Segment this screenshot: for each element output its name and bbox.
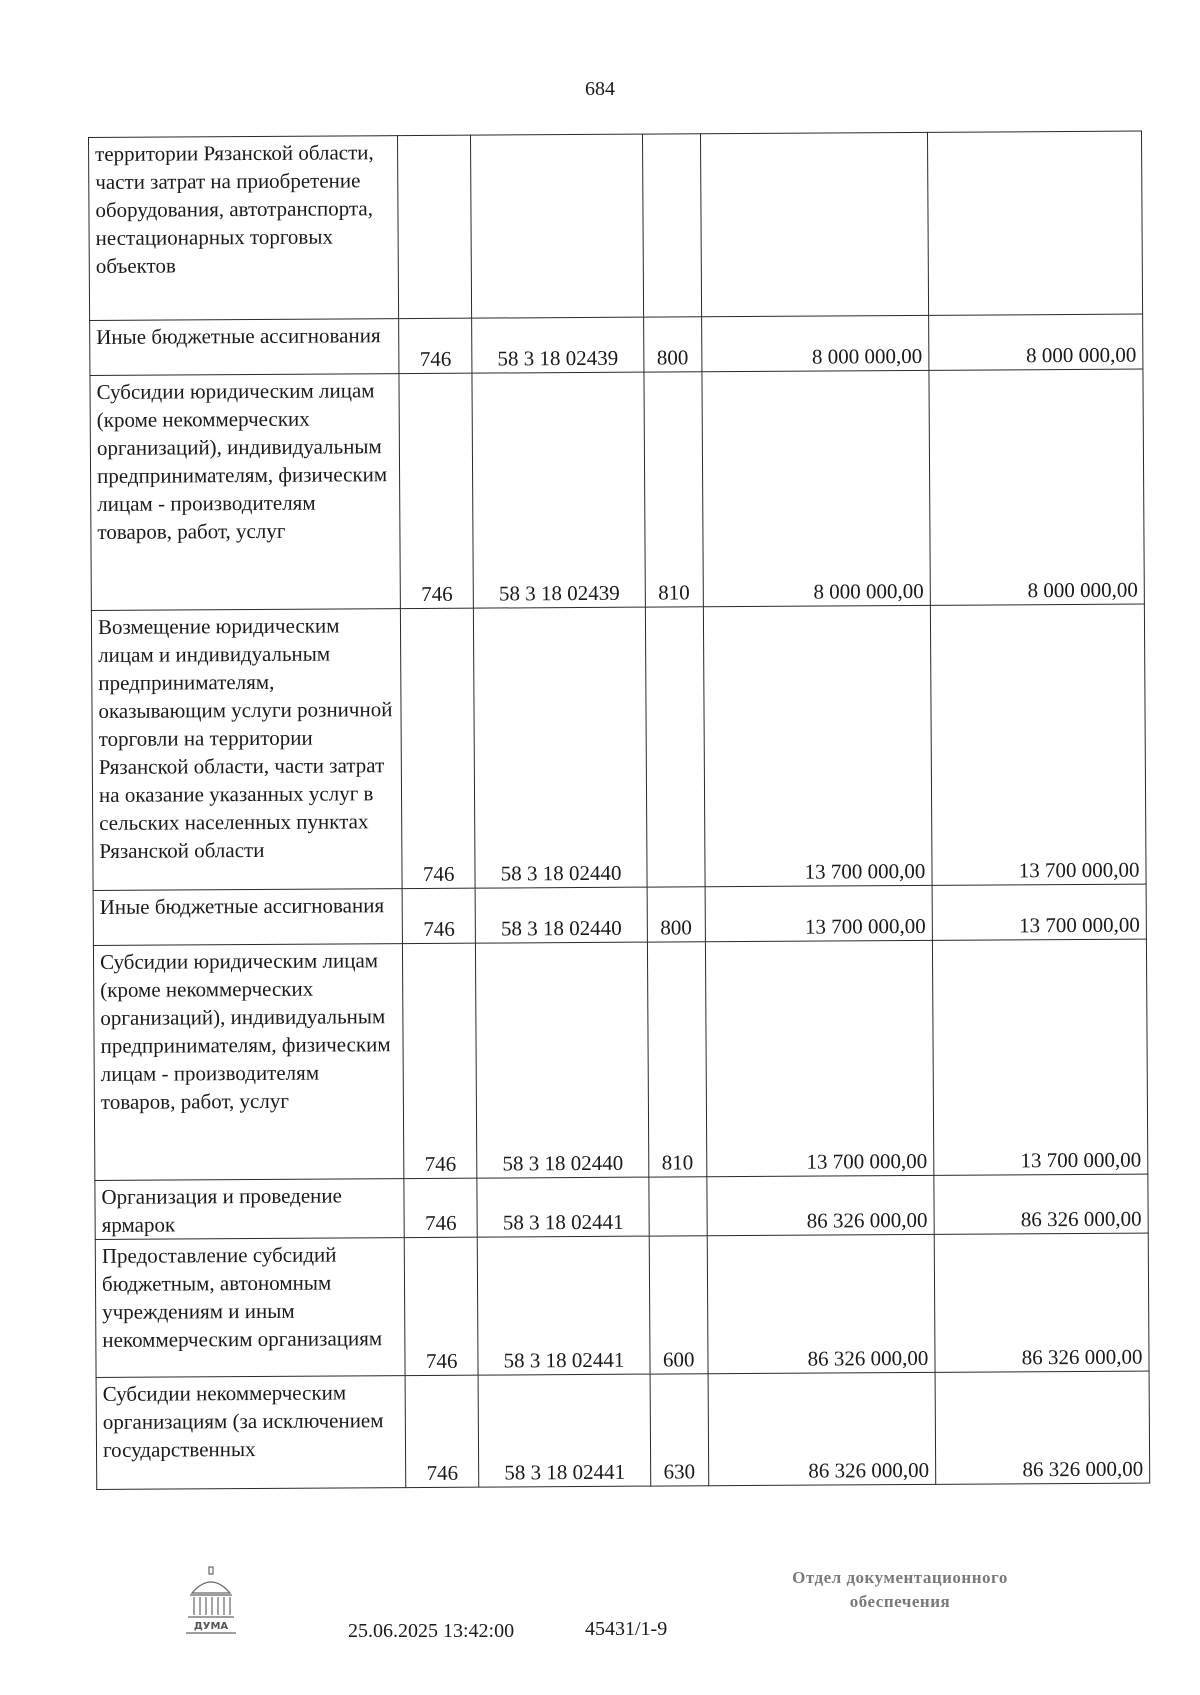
sum-year-1: 86 326 000,00 [707,1175,935,1235]
ministry-code: 746 [399,318,473,373]
sum-year-2: 8 000 000,00 [929,369,1145,605]
target-article-code: 58 3 18 02440 [475,887,647,943]
sum-year-2: 86 326 000,00 [935,1371,1150,1484]
ministry-code: 746 [402,888,476,943]
table-row [90,369,1144,610]
stamp-line-1: Отдел документационного [792,1568,1008,1587]
target-article-code: 58 3 18 02441 [478,1374,650,1487]
sum-year-1: 86 326 000,00 [707,1234,935,1373]
sum-year-2 [927,131,1142,315]
sum-year-1: 8 000 000,00 [701,315,929,371]
stamp-line-2: обеспечения [849,1592,951,1611]
sum-year-2: 86 326 000,00 [934,1174,1148,1234]
row-name: Предоставление субсидий бюджетным, автономным учреждениям и иным некоммерческим организациям [95,1238,405,1378]
expense-type-code: 630 [650,1374,709,1486]
table-row [93,884,1146,945]
table-row [93,939,1147,1180]
footer-datetime: 25.06.2025 13:42:00 [348,1620,515,1642]
row-name: Субсидии юридическим лицам (кроме некоммерческих организаций), индивидуальным предпринимателям, физическим лицам - производителям товаров, работ, услуг [90,374,401,611]
ministry-code: 746 [405,1375,479,1487]
table-row [95,1233,1149,1377]
sum-year-1: 8 000 000,00 [702,370,931,606]
sum-year-2: 13 700 000,00 [932,884,1146,940]
table-row [89,131,1143,320]
target-article-code: 58 3 18 02440 [476,942,649,1178]
sum-year-1: 13 700 000,00 [703,605,932,886]
ministry-code: 746 [401,608,476,888]
row-name: Субсидии юридическим лицам (кроме некоммерческих организаций), индивидуальным предпринимателям, физическим лицам - производителям товаров, работ, услуг [93,944,404,1181]
expense-type-code: 810 [644,372,703,607]
expense-type-code: 800 [647,887,705,942]
table-row [90,314,1143,375]
sum-year-1: 13 700 000,00 [705,940,934,1176]
row-name: Иные бюджетные ассигнования [93,889,402,946]
row-name: Возмещение юридическим лицам и индивидуальным предпринимателям, оказывающим услуги розничной торговли на территории Рязанской области, части затрат на оказание указанных услуг в сельских населенных пунктах Рязанской области [91,609,402,891]
table-row [95,1174,1148,1239]
sum-year-2: 8 000 000,00 [928,314,1142,370]
department-stamp [750,1566,1050,1614]
duma-building-icon [180,1565,242,1639]
ministry-code: 746 [399,373,474,608]
row-name: территории Рязанской области, части затрат на приобретение оборудования, автотранспорта, нестационарных торговых объектов [89,136,399,321]
expense-type-code: 600 [649,1236,708,1374]
target-article-code: 58 3 18 02439 [472,372,645,608]
target-article-code: 58 3 18 02441 [478,1236,650,1375]
target-article-code: 58 3 18 02439 [472,317,644,373]
row-name: Иные бюджетные ассигнования [90,319,399,376]
sum-year-1: 13 700 000,00 [705,885,933,941]
table-row [91,604,1146,890]
sum-year-2: 13 700 000,00 [932,939,1148,1175]
sum-year-1 [700,132,928,316]
sum-year-1: 86 326 000,00 [708,1372,936,1485]
row-name: Организация и проведение ярмарок [95,1179,404,1240]
footer-doc-number: 45431/1-9 [585,1618,668,1640]
table-row [96,1371,1150,1489]
ministry-code: 746 [404,1237,478,1375]
target-article-code: 58 3 18 02441 [477,1177,649,1237]
ministry-code [398,135,472,318]
row-name: Субсидии некоммерческим организациям (за исключением государственных [96,1376,406,1490]
expense-type-code: 810 [647,942,706,1177]
expense-type-code [645,607,705,887]
sum-year-2: 86 326 000,00 [934,1233,1149,1372]
expense-type-code [649,1177,707,1236]
target-article-code [471,134,644,318]
ministry-code: 746 [403,943,478,1178]
budget-table [88,131,1150,1490]
target-article-code: 58 3 18 02440 [474,607,647,888]
expense-type-code [642,134,701,317]
page-number: 684 [585,78,615,100]
sum-year-2: 13 700 000,00 [930,604,1146,885]
expense-type-code: 800 [643,317,701,372]
logo-text: ДУМА [193,1621,229,1632]
ministry-code: 746 [404,1178,478,1237]
